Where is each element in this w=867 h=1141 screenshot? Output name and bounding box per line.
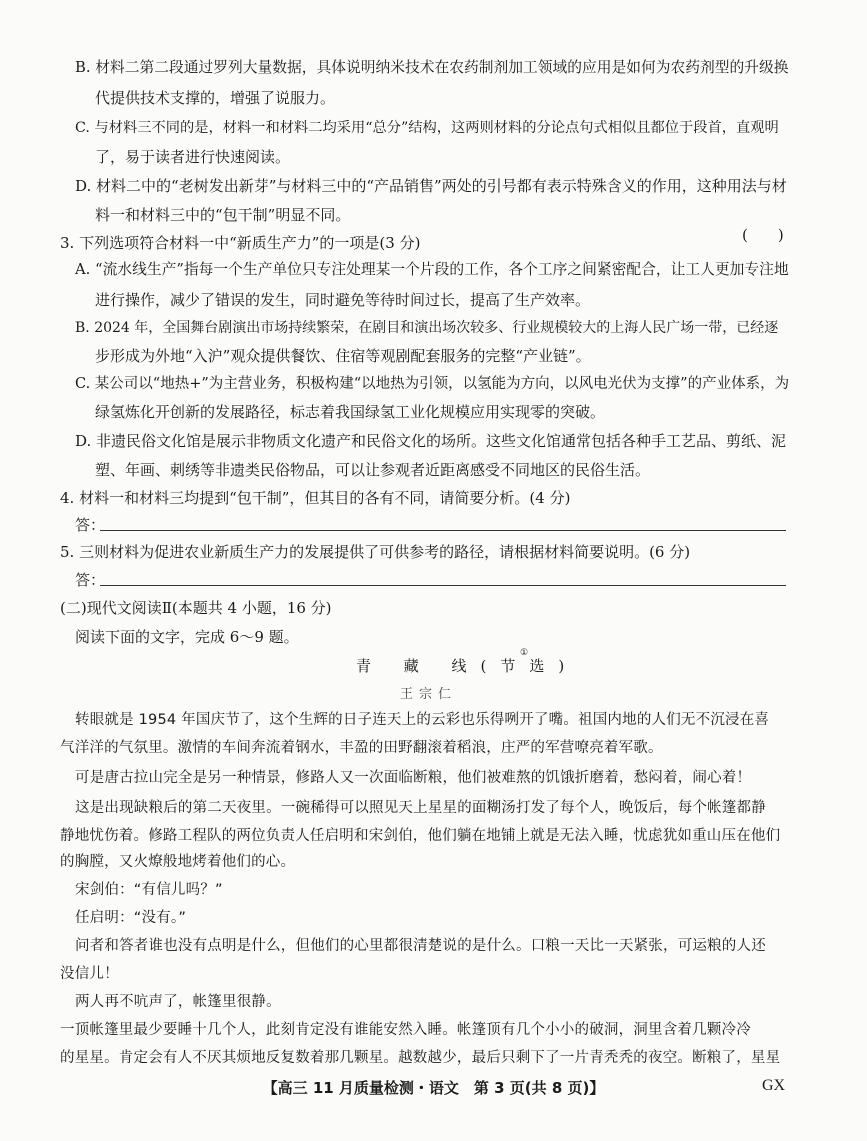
q2-option-c-line1: C. 与材料三不同的是，材料一和材料二均采用“总分”结构，这两则材料的分论点句式相似且都位于段首，直观明 xyxy=(75,120,779,136)
article-p4: 宋剑伯：“有信儿吗？” xyxy=(75,882,223,898)
q3-answer-bracket: ( ) xyxy=(742,226,784,244)
q5-stem: 5. 三则材料为促进农业新质生产力的发展提供了可供参考的路径，请根据材料简要说明。(6 分) xyxy=(60,543,691,561)
article-p1-line2: 气洋洋的气氛里。激情的车间奔流着钢水，丰盈的田野翻滚着稻浪，庄严的军营嘹亮着军歌。 xyxy=(60,740,663,756)
article-p3-line1: 这是出现缺粮后的第二天夜里。一碗稀得可以照见天上星星的面糊汤打发了每个人，晚饭后，每个帐篷都静 xyxy=(75,800,766,816)
q4-answer-label: 答： xyxy=(75,516,106,534)
q3-option-d-line2: 塑、年画、刺绣等非遗类民俗物品，可以让参观者近距离感受不同地区的民俗生活。 xyxy=(95,461,651,479)
q2-option-d-line2: 料一和材料三中的“包干制”明显不同。 xyxy=(95,206,351,224)
article-p3-line3: 的胸膛，又火燎般地烤着他们的心。 xyxy=(60,854,296,870)
q2-option-b-line2: 代提供技术支撑的，增强了说服力。 xyxy=(95,89,336,107)
q3-option-a-line2: 进行操作，减少了错误的发生，同时避免等待时间过长，提高了生产效率。 xyxy=(95,291,591,309)
q5-answer-line[interactable] xyxy=(100,585,786,586)
q2-option-b-line1: B. 材料二第二段通过罗列大量数据，具体说明纳米技术在农药制剂加工领域的应用是如何为农药剂型的升级换 xyxy=(75,59,789,76)
article-p8-line2: 的星星。肯定会有人不厌其烦地反复数着那几颗星。越数越少，最后只剩下了一片青秃秃的夜空。断粮了，星星 xyxy=(60,1050,781,1066)
q4-stem: 4. 材料一和材料三均提到“包干制”，但其目的各有不同，请简要分析。(4 分) xyxy=(60,489,571,507)
q3-option-c-line1: C. 某公司以“地热+”为主营业务，积极构建“以地热为引领，以氢能为方向，以风电光伏为支撑”的产业体系，为 xyxy=(75,376,790,392)
q2-option-d-line1: D. 材料二中的“老树发出新芽”与材料三中的“产品销售”两处的引号都有表示特殊含义的作用，这种用法与材 xyxy=(75,177,787,195)
q3-option-b-line1: B. 2024 年，全国舞台剧演出市场持续繁荣，在剧目和演出场次较多、行业规模较大的上海人民广场一带，已经逐 xyxy=(75,320,779,336)
q3-stem: 3. 下列选项符合材料一中“新质生产力”的一项是(3 分) xyxy=(60,234,421,252)
article-p7: 两人再不吭声了，帐篷里很静。 xyxy=(75,994,281,1010)
article-p1-line1: 转眼就是 1954 年国庆节了，这个生辉的日子连天上的云彩也乐得咧开了嘴。祖国内地的人们无不沉浸在喜 xyxy=(75,712,770,728)
q4-answer-line[interactable] xyxy=(100,530,786,531)
q3-option-a-line1: A. “流水线生产”指每一个生产单位只专注处理某一个片段的工作，各个工序之间紧密配合，让工人更加专注地 xyxy=(75,261,789,278)
q3-option-b-line2: 步形成为外地“入沪”观众提供餐饮、住宿等观剧配套服务的完整“产业链”。 xyxy=(95,347,591,365)
article-p6-line1: 问者和答者谁也没有点明是什么，但他们的心里都很清楚说的是什么。口粮一天比一天紧张，可运粮的人还 xyxy=(75,938,766,954)
section-heading: (二)现代文阅读Ⅱ(本题共 4 小题，16 分) xyxy=(60,599,332,617)
section-instruction: 阅读下面的文字，完成 6～9 题。 xyxy=(75,628,299,646)
q3-option-c-line2: 绿氢炼化开创新的发展路径，标志着我国绿氢工业化规模应用实现零的突破。 xyxy=(95,403,606,421)
q5-answer-label: 答： xyxy=(75,571,106,589)
article-p8-line1: 一顶帐篷里最少要睡十几个人，此刻肯定没有谁能安然入睡。帐篷顶有几个小小的破洞，洞里含着几颗冷冷 xyxy=(60,1022,751,1038)
article-author: 王宗仁 xyxy=(400,687,458,702)
q3-option-d-line1: D. 非遗民俗文化馆是展示非物质文化遗产和民俗文化的场所。这些文化馆通常包括各种手工艺品、剪纸、泥 xyxy=(75,432,787,450)
article-p3-line2: 静地忧伤着。修路工程队的两位负责人任启明和宋剑伯，他们躺在地铺上就是无法入睡，忧虑犹如重山压在他们 xyxy=(60,828,781,844)
article-p5: 任启明：“没有。” xyxy=(75,910,187,926)
q2-option-c-line2: 了，易于读者进行快速阅读。 xyxy=(95,148,291,166)
article-title: 青 藏 线(节选) xyxy=(356,657,579,675)
footer-region-code: GX xyxy=(762,1077,786,1094)
article-p2: 可是唐古拉山完全是另一种情景，修路人又一次面临断粮，他们被难熬的饥饿折磨着，愁闷着，闹心着！ xyxy=(75,770,752,786)
page-footer: 【高三 11 月质量检测・语文 第 3 页(共 8 页)】 xyxy=(262,1079,605,1097)
article-p6-line2: 没信儿！ xyxy=(60,966,119,982)
article-footnote-mark: ① xyxy=(520,648,529,658)
